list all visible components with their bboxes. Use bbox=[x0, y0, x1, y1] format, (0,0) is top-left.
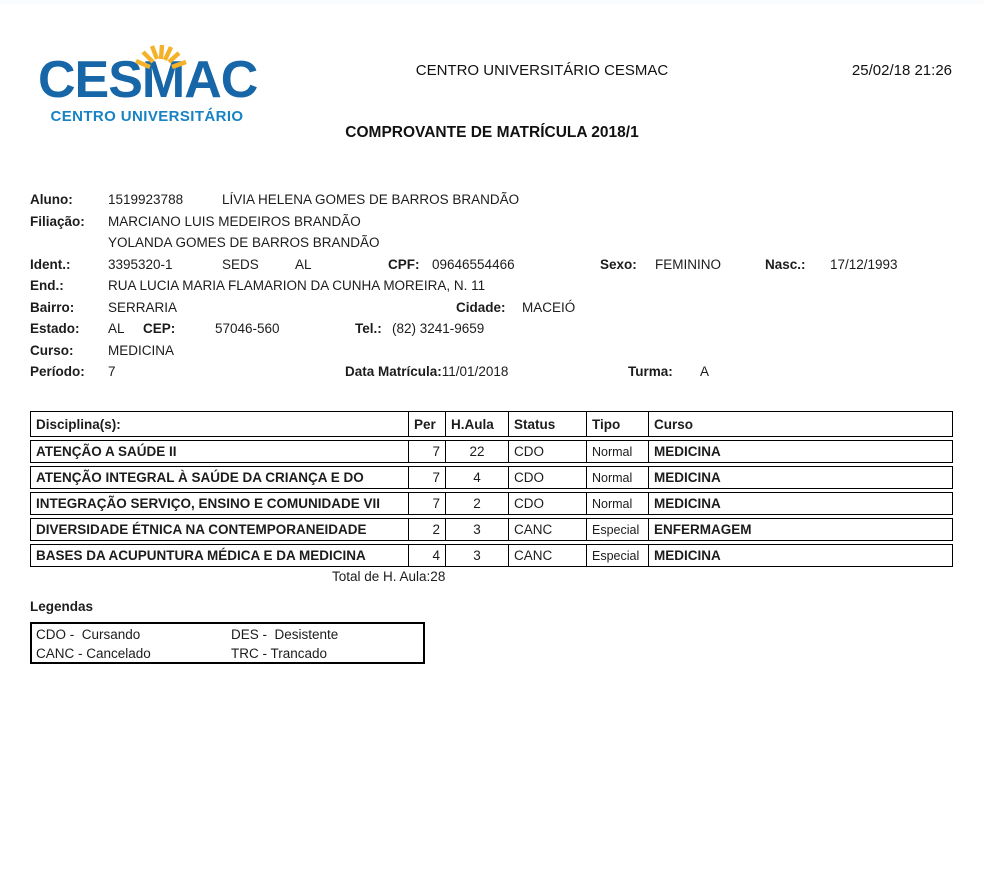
cell-haula: 3 bbox=[445, 518, 508, 541]
cell-curso: MEDICINA bbox=[648, 440, 953, 463]
sexo-value: FEMININO bbox=[655, 257, 721, 272]
cell-per: 7 bbox=[408, 492, 445, 515]
institution-name: CENTRO UNIVERSITÁRIO CESMAC bbox=[415, 62, 669, 79]
legend-box bbox=[30, 622, 425, 664]
data-matricula-label: Data Matrícula: bbox=[345, 364, 442, 379]
ident-orgao: SEDS bbox=[222, 257, 259, 272]
filiacao-mae: YOLANDA GOMES DE BARROS BRANDÃO bbox=[108, 235, 380, 250]
cell-curso: MEDICINA bbox=[648, 466, 953, 489]
cell-per: 7 bbox=[408, 466, 445, 489]
header-per: Per bbox=[408, 411, 445, 437]
cell-status: CANC bbox=[508, 544, 586, 567]
filiacao-label: Filiação: bbox=[30, 214, 85, 229]
filiacao-pai: MARCIANO LUIS MEDEIROS BRANDÃO bbox=[108, 214, 361, 229]
table-row bbox=[30, 466, 953, 489]
cell-disciplina: INTEGRAÇÃO SERVIÇO, ENSINO E COMUNIDADE VII bbox=[30, 492, 408, 515]
cell-haula: 4 bbox=[445, 466, 508, 489]
cidade-value: MACEIÓ bbox=[522, 300, 576, 315]
legend-item-canc: CANC - Cancelado bbox=[36, 646, 151, 661]
cesmac-logo bbox=[38, 51, 258, 126]
tel-label: Tel.: bbox=[355, 321, 382, 336]
table-row bbox=[30, 518, 953, 541]
cell-per: 7 bbox=[408, 440, 445, 463]
estado-label: Estado: bbox=[30, 321, 80, 336]
table-row bbox=[30, 492, 953, 515]
cell-tipo: Normal bbox=[586, 466, 648, 489]
cell-tipo: Normal bbox=[586, 440, 648, 463]
cell-tipo: Normal bbox=[586, 492, 648, 515]
data-matricula-value: 11/01/2018 bbox=[441, 364, 509, 379]
curso-label: Curso: bbox=[30, 343, 74, 358]
cell-per: 2 bbox=[408, 518, 445, 541]
sexo-label: Sexo: bbox=[600, 257, 637, 272]
cpf-label: CPF: bbox=[388, 257, 420, 272]
table-row bbox=[30, 544, 953, 567]
logo-subtitle: CENTRO UNIVERSITÁRIO bbox=[50, 108, 244, 126]
cidade-label: Cidade: bbox=[456, 300, 506, 315]
legend-item-trc: TRC - Trancado bbox=[231, 646, 328, 661]
estado-value: AL bbox=[108, 321, 125, 336]
legend-title: Legendas bbox=[30, 599, 94, 614]
legend-item-des: DES - Desistente bbox=[231, 627, 339, 642]
logo-wordmark: CESMAC bbox=[38, 51, 258, 109]
cell-haula: 2 bbox=[445, 492, 508, 515]
cell-haula: 3 bbox=[445, 544, 508, 567]
periodo-value: 7 bbox=[108, 364, 116, 379]
cell-status: CANC bbox=[508, 518, 586, 541]
aluno-nome: LÍVIA HELENA GOMES DE BARROS BRANDÃO bbox=[222, 192, 520, 207]
cep-value: 57046-560 bbox=[215, 321, 280, 336]
endereco-label: End.: bbox=[30, 278, 64, 293]
document-title: COMPROVANTE DE MATRÍCULA 2018/1 bbox=[345, 124, 639, 141]
aluno-matricula: 1519923788 bbox=[108, 192, 184, 207]
cell-disciplina: BASES DA ACUPUNTURA MÉDICA E DA MEDICINA bbox=[30, 544, 408, 567]
cell-per: 4 bbox=[408, 544, 445, 567]
cell-tipo: Especial bbox=[586, 544, 648, 567]
cell-curso: MEDICINA bbox=[648, 544, 953, 567]
logo-book-fan-icon bbox=[134, 45, 188, 71]
cell-tipo: Especial bbox=[586, 518, 648, 541]
cell-status: CDO bbox=[508, 492, 586, 515]
turma-label: Turma: bbox=[628, 364, 673, 379]
total-h-aula: Total de H. Aula:28 bbox=[332, 569, 446, 584]
cell-disciplina: DIVERSIDADE ÉTNICA NA CONTEMPORANEIDADE bbox=[30, 518, 408, 541]
cell-haula: 22 bbox=[445, 440, 508, 463]
endereco-value: RUA LUCIA MARIA FLAMARION DA CUNHA MOREIRA, N. 11 bbox=[108, 278, 486, 293]
cell-curso: MEDICINA bbox=[648, 492, 953, 515]
nasc-value: 17/12/1993 bbox=[830, 257, 898, 272]
ident-numero: 3395320-1 bbox=[108, 257, 173, 272]
periodo-label: Período: bbox=[30, 364, 85, 379]
cpf-value: 09646554466 bbox=[432, 257, 515, 272]
table-row bbox=[30, 440, 953, 463]
ident-label: Ident.: bbox=[30, 257, 71, 272]
bairro-value: SERRARIA bbox=[108, 300, 178, 315]
cell-curso: ENFERMAGEM bbox=[648, 518, 953, 541]
tel-value: (82) 3241-9659 bbox=[392, 321, 485, 336]
curso-value: MEDICINA bbox=[108, 343, 175, 358]
cell-status: CDO bbox=[508, 440, 586, 463]
table-header-row bbox=[30, 411, 953, 437]
cell-disciplina: ATENÇÃO INTEGRAL À SAÚDE DA CRIANÇA E DO bbox=[30, 466, 408, 489]
aluno-label: Aluno: bbox=[30, 192, 73, 207]
cell-disciplina: ATENÇÃO A SAÚDE II bbox=[30, 440, 408, 463]
header-disciplina: Disciplina(s): bbox=[30, 411, 408, 437]
ident-uf: AL bbox=[295, 257, 312, 272]
header-haula: H.Aula bbox=[445, 411, 508, 437]
legend-item-cdo: CDO - Cursando bbox=[36, 627, 141, 642]
header-tipo: Tipo bbox=[586, 411, 648, 437]
cep-label: CEP: bbox=[143, 321, 176, 336]
header-curso: Curso bbox=[648, 411, 953, 437]
print-datetime: 25/02/18 21:26 bbox=[851, 62, 952, 79]
bairro-label: Bairro: bbox=[30, 300, 75, 315]
cell-status: CDO bbox=[508, 466, 586, 489]
turma-value: A bbox=[700, 364, 710, 379]
data-matricula-group bbox=[345, 364, 508, 379]
disciplinas-table bbox=[30, 408, 953, 570]
header-status: Status bbox=[508, 411, 586, 437]
nasc-label: Nasc.: bbox=[765, 257, 806, 272]
